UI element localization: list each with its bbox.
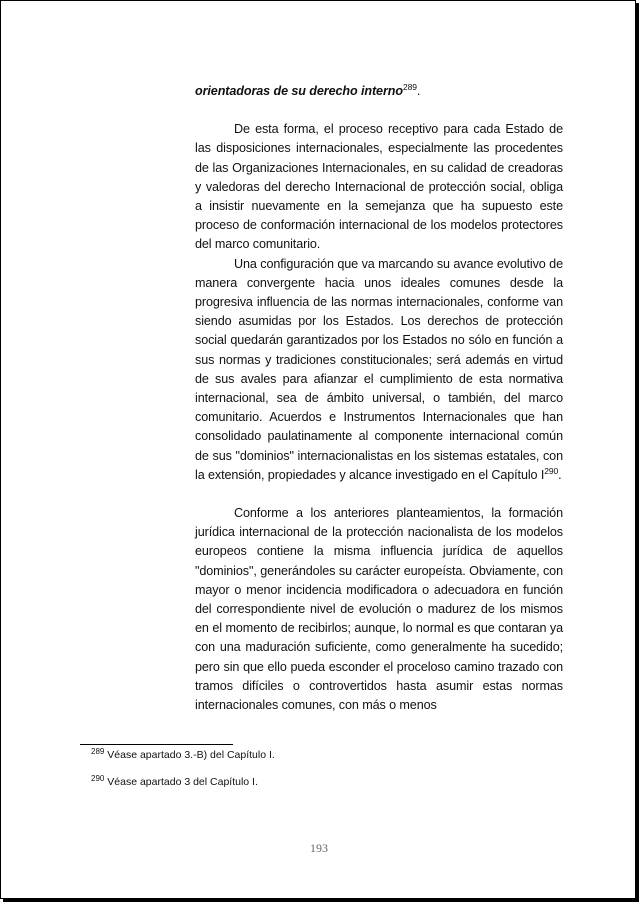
intro-end: . bbox=[416, 84, 421, 98]
page-number: 193 bbox=[310, 841, 328, 855]
paragraph-spacer bbox=[195, 485, 563, 504]
intro-line bbox=[195, 82, 563, 101]
paragraph-2 bbox=[195, 255, 563, 485]
footnote-289 bbox=[91, 749, 551, 762]
paragraph-2-end: . bbox=[558, 467, 562, 482]
footnote-number: 290 bbox=[91, 774, 105, 783]
footnote-text: Véase apartado 3 del Capítulo I. bbox=[107, 776, 258, 788]
footnote-ref-290[interactable]: 290 bbox=[544, 465, 559, 476]
paragraph-spacer bbox=[195, 101, 563, 120]
intro-text: orientadoras de su derecho interno bbox=[195, 84, 403, 98]
paragraph-1: De esta forma, el proceso receptivo para cada Estado de las disposiciones internacionales, especialmente las procedentes de las Organizaciones Internacionales, en su calidad de creadoras y valedoras del derecho Internacional de protección social, obliga a insistir nuevamente en la semejanza que ha supuesto este proceso de conformación internacional de los modelos protectores del marco comunitario. bbox=[195, 122, 563, 252]
paragraph-3: Conforme a los anteriores planteamientos, la formación jurídica internacional de la protección nacionalista de los modelos europeos contiene la misma influencia jurídica de aquellos "dominios", generándoles su carácter europeísta. Obviamente, con mayor o menor incidencia modificadora o adecuadora en función del correspondiente nivel de evolución o madurez de los mismos en el momento de recibirlos; aunque, lo normal es que contaran ya con una maduración suficiente, como generalmente ha sucedido; pero sin que ello pueda esconder el proceloso camino trazado con tramos difíciles o controvertidos hasta asumir estas normas internacionales comunes, con más o menos bbox=[195, 506, 563, 713]
footnote-text: Véase apartado 3.-B) del Capítulo I. bbox=[107, 749, 275, 761]
footnote-separator bbox=[80, 744, 233, 745]
footnotes bbox=[91, 749, 551, 803]
footnote-number: 289 bbox=[91, 747, 105, 756]
footnote-ref-289[interactable]: 289 bbox=[402, 82, 417, 92]
body-text bbox=[195, 82, 563, 715]
footnote-290 bbox=[91, 776, 551, 789]
paragraph-2-text: Una configuración que va marcando su avance evolutivo de manera convergente hacia unos ideales comunes desde la progresiva influencia de las normas internacionales, conforme van siendo asumidas por los Estados. Los derechos de protección social quedarán garantizados por los Estados no sólo en función a sus normas y tradiciones constitucionales; será además en virtud de sus avales para afianzar el cumplimiento de esta normativa internacional, sea de ámbito universal, o también, del marco comunitario. Acuerdos e Instrumentos Internacionales que han consolidado paulatinamente al componente internacional común de sus "dominios" internacionalistas en los sistemas estatales, con la extensión, propiedades y alcance investigado en el Capítulo I bbox=[195, 256, 563, 482]
